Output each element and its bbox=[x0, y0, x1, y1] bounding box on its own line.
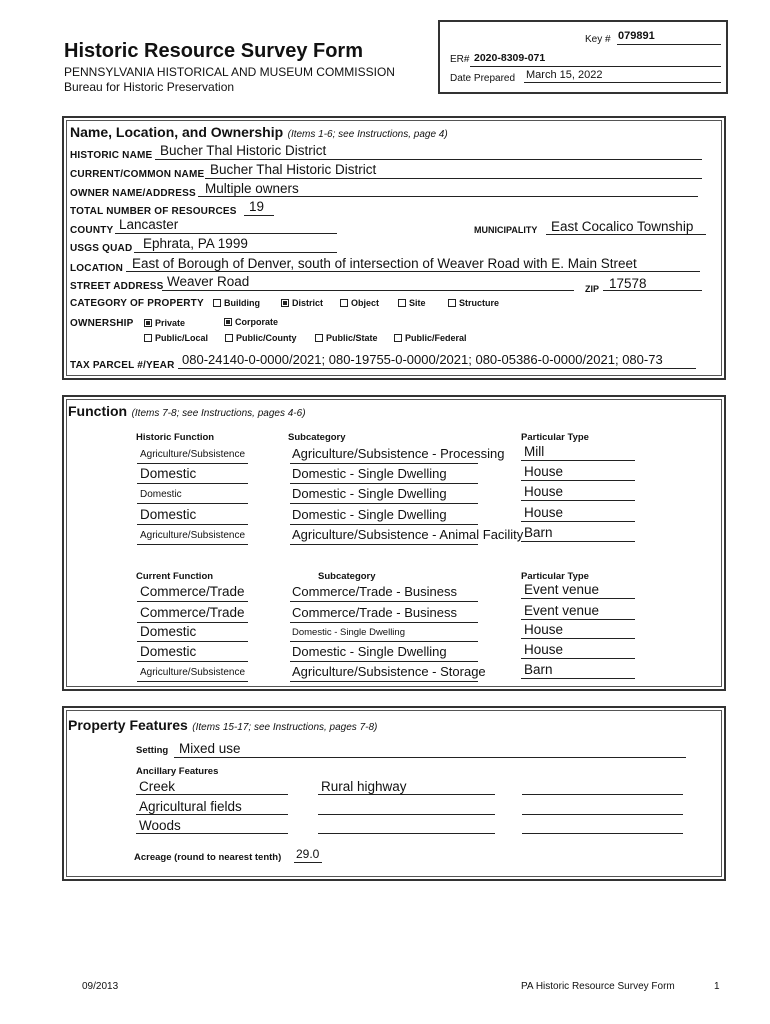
historic-func-line-4 bbox=[137, 544, 248, 545]
historic-type-2[interactable]: House bbox=[524, 484, 564, 499]
category-object[interactable]: Object bbox=[340, 298, 379, 308]
bureau-name: Bureau for Historic Preservation bbox=[64, 80, 235, 94]
current-type-line-2 bbox=[521, 638, 635, 639]
historic-type-1[interactable]: House bbox=[524, 464, 564, 479]
total-resources-label: TOTAL NUMBER OF RESOURCES bbox=[70, 206, 237, 217]
date-prepared-label: Date Prepared bbox=[450, 73, 516, 84]
function-section-title: Function bbox=[68, 403, 128, 419]
current-func-line-2 bbox=[137, 641, 248, 642]
date-prepared-value[interactable]: March 15, 2022 bbox=[526, 69, 603, 81]
current-func-4[interactable]: Agriculture/Subsistence bbox=[140, 667, 246, 678]
current-sub-3[interactable]: Domestic - Single Dwelling bbox=[292, 644, 447, 659]
historic-func-2[interactable]: Domestic bbox=[140, 489, 182, 500]
current-type-1[interactable]: Event venue bbox=[524, 603, 600, 618]
name-section-title: Name, Location, and Ownership bbox=[70, 124, 284, 140]
ownership-label: OWNERSHIP bbox=[70, 318, 134, 329]
owner-label: OWNER NAME/ADDRESS bbox=[70, 188, 196, 199]
ownership-private-checkbox[interactable] bbox=[144, 319, 152, 327]
historic-func-line-1 bbox=[137, 483, 248, 484]
current-func-3[interactable]: Domestic bbox=[140, 644, 197, 659]
ownership-public-state-checkbox[interactable] bbox=[315, 334, 323, 342]
function-section-subtitle: (Items 7-8; see Instructions, pages 4-6) bbox=[131, 408, 306, 419]
name-section-heading bbox=[70, 124, 448, 142]
ownership-private[interactable]: Private bbox=[144, 318, 185, 328]
historic-sub-3[interactable]: Domestic - Single Dwelling bbox=[292, 507, 447, 522]
ancillary-feature-0-1[interactable]: Agricultural fields bbox=[139, 799, 242, 814]
category-site-checkbox[interactable] bbox=[398, 299, 406, 307]
historic-name-label: HISTORIC NAME bbox=[70, 150, 153, 161]
street-address-field[interactable]: Weaver Road bbox=[167, 274, 250, 289]
historic-func-1[interactable]: Domestic bbox=[140, 466, 197, 481]
ancillary-line-1-2 bbox=[318, 833, 495, 834]
key-label: Key # bbox=[585, 34, 611, 45]
common-name-label: CURRENT/COMMON NAME bbox=[70, 169, 205, 180]
category-building-checkbox[interactable] bbox=[213, 299, 221, 307]
ancillary-feature-0-0[interactable]: Creek bbox=[139, 779, 176, 794]
current-type-line-1 bbox=[521, 619, 635, 620]
current-func-line-3 bbox=[137, 661, 248, 662]
current-type-line-3 bbox=[521, 658, 635, 659]
current-func-line-1 bbox=[137, 622, 248, 623]
current-func-1[interactable]: Commerce/Trade bbox=[140, 605, 245, 620]
historic-func-line-2 bbox=[137, 503, 248, 504]
ancillary-line-2-1 bbox=[522, 814, 683, 815]
category-structure[interactable]: Structure bbox=[448, 298, 499, 308]
historic-sub-line-0 bbox=[290, 463, 478, 464]
historic-name-field[interactable]: Bucher Thal Historic District bbox=[160, 143, 327, 158]
historic-type-4[interactable]: Barn bbox=[524, 525, 553, 540]
current-sub-line-0 bbox=[290, 601, 478, 602]
historic-function-header: Historic Function bbox=[136, 432, 215, 443]
historic-func-0[interactable]: Agriculture/Subsistence bbox=[140, 449, 246, 460]
historic-sub-2[interactable]: Domestic - Single Dwelling bbox=[292, 486, 447, 501]
category-building[interactable]: Building bbox=[213, 298, 260, 308]
current-type-header: Particular Type bbox=[521, 571, 589, 582]
usgs-quad-label: USGS QUAD bbox=[70, 243, 133, 254]
ownership-public-county-checkbox[interactable] bbox=[225, 334, 233, 342]
historic-type-line-3 bbox=[521, 521, 635, 522]
tax-parcel-field-clip bbox=[182, 352, 694, 372]
ancillary-features-label: Ancillary Features bbox=[136, 766, 219, 777]
current-type-line-0 bbox=[521, 598, 635, 599]
current-type-4[interactable]: Barn bbox=[524, 662, 553, 677]
acreage-label: Acreage (round to nearest tenth) bbox=[134, 852, 282, 863]
historic-type-line-2 bbox=[521, 500, 635, 501]
setting-field[interactable]: Mixed use bbox=[179, 741, 241, 756]
category-district[interactable]: District bbox=[281, 298, 323, 308]
ownership-public-local-checkbox[interactable] bbox=[144, 334, 152, 342]
ownership-public-federal[interactable]: Public/Federal bbox=[394, 333, 467, 343]
municipality-field[interactable]: East Cocalico Township bbox=[551, 219, 694, 234]
total-resources-field[interactable]: 19 bbox=[249, 199, 265, 214]
category-structure-checkbox[interactable] bbox=[448, 299, 456, 307]
key-value[interactable]: 079891 bbox=[618, 30, 655, 42]
historic-subcategory-header: Subcategory bbox=[288, 432, 346, 443]
function-section-heading bbox=[68, 403, 306, 421]
location-field[interactable]: East of Borough of Denver, south of intersection of Weaver Road with E. Main Street bbox=[132, 256, 637, 271]
current-sub-line-1 bbox=[290, 622, 478, 623]
current-function-header: Current Function bbox=[136, 571, 214, 582]
footer-date: 09/2013 bbox=[82, 981, 119, 992]
current-sub-line-3 bbox=[290, 661, 478, 662]
ownership-public-county[interactable]: Public/County bbox=[225, 333, 297, 343]
ancillary-line-0-0 bbox=[136, 794, 288, 795]
current-type-2[interactable]: House bbox=[524, 622, 564, 637]
historic-func-3[interactable]: Domestic bbox=[140, 507, 197, 522]
current-sub-line-4 bbox=[290, 681, 478, 682]
setting-label: Setting bbox=[136, 745, 169, 756]
current-type-line-4 bbox=[521, 678, 635, 679]
ownership-public-state[interactable]: Public/State bbox=[315, 333, 378, 343]
ownership-public-federal-checkbox[interactable] bbox=[394, 334, 402, 342]
ancillary-line-2-0 bbox=[522, 794, 683, 795]
historic-sub-line-1 bbox=[290, 483, 478, 484]
common-name-field[interactable]: Bucher Thal Historic District bbox=[210, 162, 377, 177]
footer-page-number: 1 bbox=[714, 981, 720, 992]
commission-name: PENNSYLVANIA HISTORICAL AND MUSEUM COMMISSION bbox=[64, 65, 395, 79]
current-sub-2[interactable]: Domestic - Single Dwelling bbox=[292, 627, 405, 638]
current-sub-0[interactable]: Commerce/Trade - Business bbox=[292, 584, 457, 599]
historic-type-line-1 bbox=[521, 480, 635, 481]
office-use-box bbox=[438, 20, 728, 94]
historic-func-4[interactable]: Agriculture/Subsistence bbox=[140, 530, 246, 541]
category-site[interactable]: Site bbox=[398, 298, 426, 308]
historic-sub-1[interactable]: Domestic - Single Dwelling bbox=[292, 466, 447, 481]
zip-label: ZIP bbox=[585, 284, 600, 294]
footer-form-name: PA Historic Resource Survey Form bbox=[521, 981, 675, 992]
historic-sub-line-4 bbox=[290, 544, 478, 545]
historic-type-line-4 bbox=[521, 541, 635, 542]
current-type-3[interactable]: House bbox=[524, 642, 564, 657]
current-sub-line-2 bbox=[290, 641, 478, 642]
ancillary-line-1-0 bbox=[318, 794, 495, 795]
historic-sub-0[interactable]: Agriculture/Subsistence - Processing bbox=[292, 446, 505, 461]
ancillary-feature-0-2[interactable]: Woods bbox=[139, 818, 181, 833]
historic-sub-line-2 bbox=[290, 503, 478, 504]
acreage-field[interactable]: 29.0 bbox=[296, 847, 320, 861]
historic-func-line-0 bbox=[137, 463, 248, 464]
historic-sub-4[interactable]: Agriculture/Subsistence - Animal Facility bbox=[292, 527, 524, 542]
tax-parcel-label: TAX PARCEL #/YEAR bbox=[70, 360, 175, 371]
ownership-corporate-checkbox[interactable] bbox=[224, 318, 232, 326]
current-sub-1[interactable]: Commerce/Trade - Business bbox=[292, 605, 457, 620]
ancillary-line-1-1 bbox=[318, 814, 495, 815]
ownership-corporate[interactable]: Corporate bbox=[224, 317, 278, 327]
county-field[interactable]: Lancaster bbox=[119, 217, 179, 232]
street-address-label: STREET ADDRESS bbox=[70, 281, 164, 292]
property-section-subtitle: (Items 15-17; see Instructions, pages 7-8) bbox=[192, 722, 378, 733]
municipality-label: MUNICIPALITY bbox=[474, 225, 538, 235]
current-type-0[interactable]: Event venue bbox=[524, 582, 600, 597]
current-sub-4[interactable]: Agriculture/Subsistence - Storage bbox=[292, 664, 486, 679]
current-func-line-4 bbox=[137, 681, 248, 682]
current-func-2[interactable]: Domestic bbox=[140, 624, 197, 639]
category-district-checkbox[interactable] bbox=[281, 299, 289, 307]
county-label: COUNTY bbox=[70, 225, 114, 236]
historic-type-3[interactable]: House bbox=[524, 505, 564, 520]
zip-field[interactable]: 17578 bbox=[609, 276, 647, 291]
historic-func-line-3 bbox=[137, 524, 248, 525]
property-section-title: Property Features bbox=[68, 717, 188, 733]
usgs-quad-field[interactable]: Ephrata, PA 1999 bbox=[143, 236, 248, 251]
historic-type-0[interactable]: Mill bbox=[524, 444, 545, 459]
historic-type-line-0 bbox=[521, 460, 635, 461]
ancillary-line-0-1 bbox=[136, 814, 288, 815]
current-subcategory-header: Subcategory bbox=[318, 571, 376, 582]
historic-sub-line-3 bbox=[290, 524, 478, 525]
ancillary-line-2-2 bbox=[522, 833, 683, 834]
er-value[interactable]: 2020-8309-071 bbox=[474, 52, 546, 64]
category-label: CATEGORY OF PROPERTY bbox=[70, 298, 204, 309]
ownership-public-local[interactable]: Public/Local bbox=[144, 333, 208, 343]
ancillary-line-0-2 bbox=[136, 833, 288, 834]
property-section-heading bbox=[68, 717, 377, 735]
tax-parcel-field[interactable]: 080-24140-0-0000/2021; 080-19755-0-0000/2021; 080-05386-0-0000/2021; 080-73 bbox=[182, 352, 663, 367]
location-label: LOCATION bbox=[70, 263, 124, 274]
historic-type-header: Particular Type bbox=[521, 432, 589, 443]
name-section-subtitle: (Items 1-6; see Instructions, page 4) bbox=[287, 129, 448, 140]
current-func-0[interactable]: Commerce/Trade bbox=[140, 584, 245, 599]
form-title: Historic Resource Survey Form bbox=[64, 40, 363, 62]
owner-field[interactable]: Multiple owners bbox=[205, 181, 299, 196]
current-func-line-0 bbox=[137, 601, 248, 602]
er-label: ER# bbox=[450, 54, 470, 65]
category-object-checkbox[interactable] bbox=[340, 299, 348, 307]
ancillary-feature-1-0[interactable]: Rural highway bbox=[321, 779, 407, 794]
